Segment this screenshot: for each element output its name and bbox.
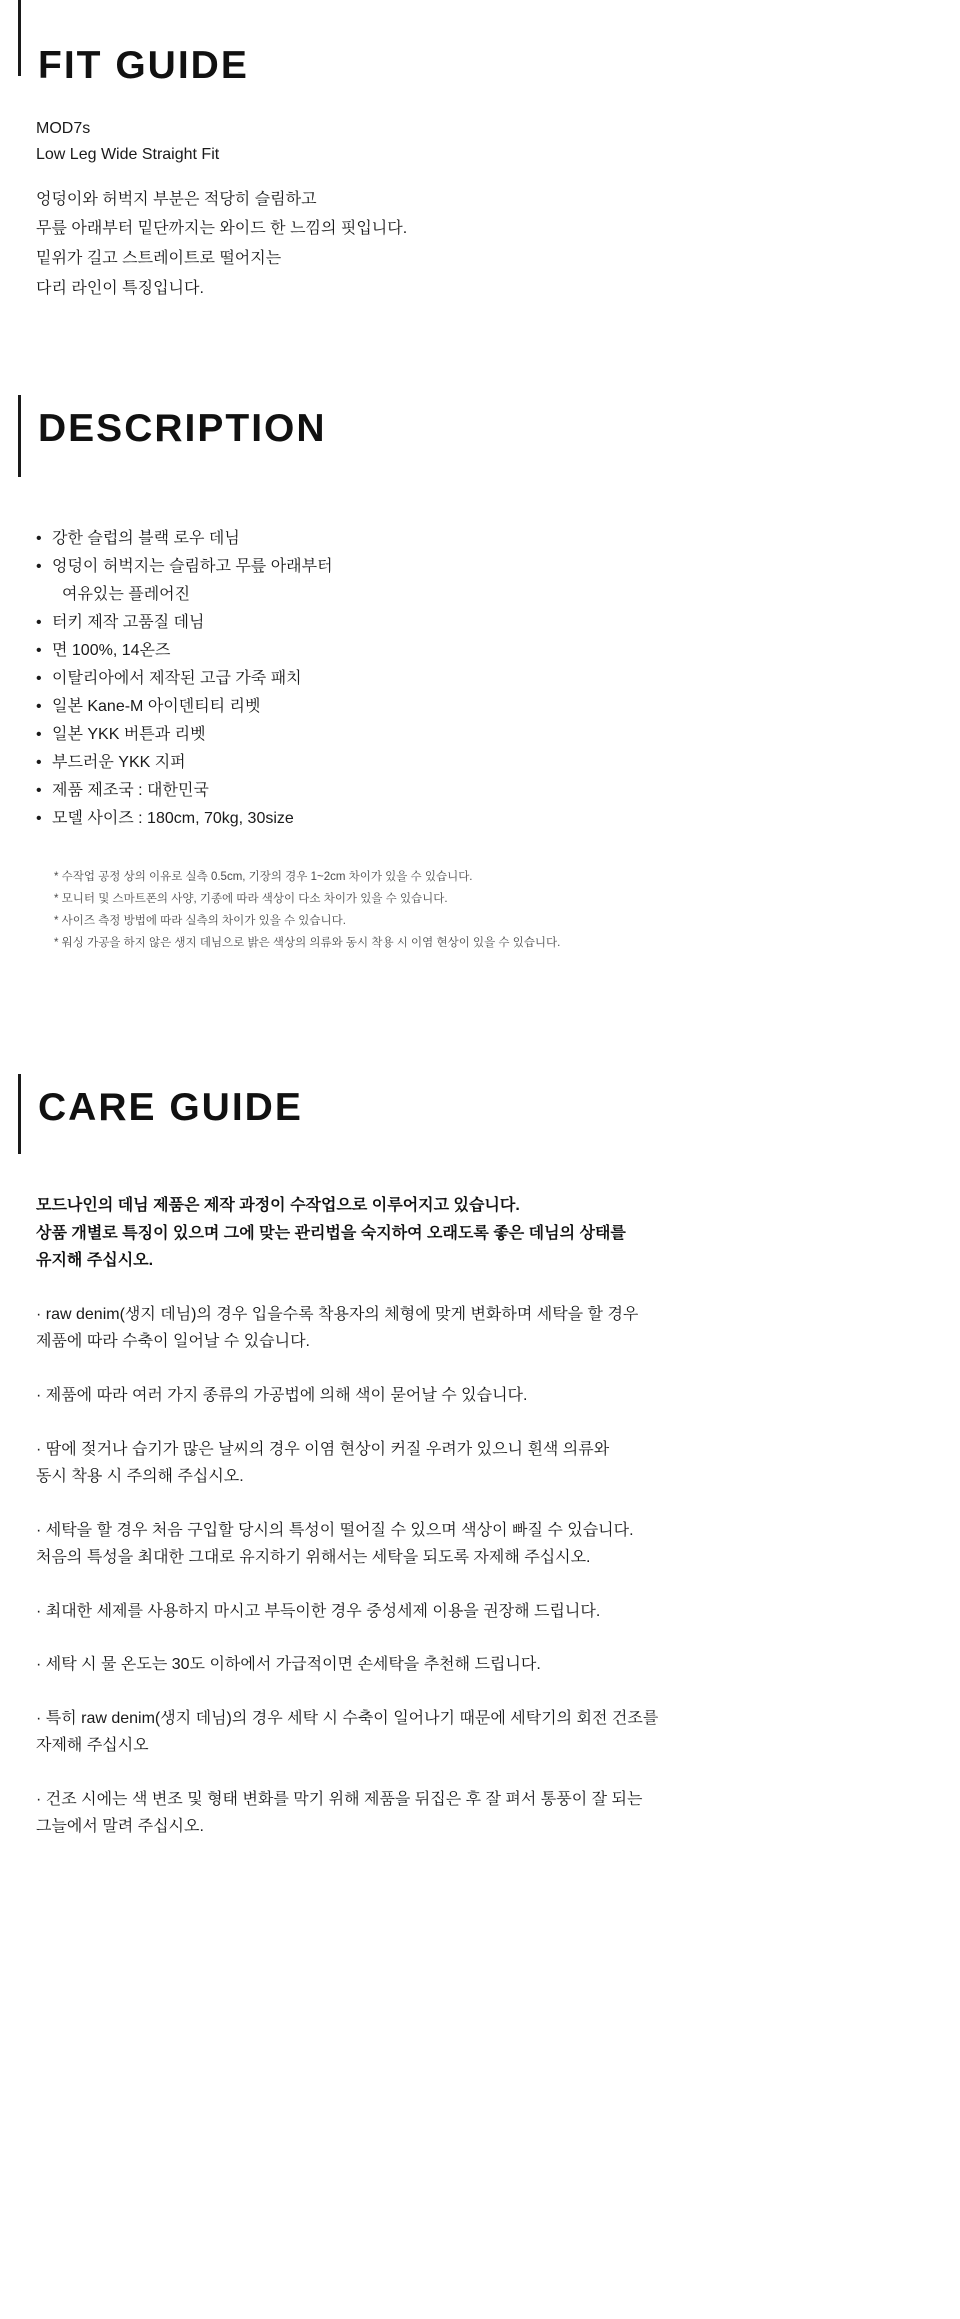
list-item	[36, 693, 920, 721]
list-item-text: 부드러운 YKK 지퍼	[52, 754, 186, 772]
care-item-line-1: · 특히 raw denim(생지 데님)의 경우 세탁 시 수축이 일어나기 때문에 세탁기의 회전 건조를	[36, 1709, 659, 1727]
care-item	[36, 1705, 890, 1760]
bullet-dot: •	[36, 558, 42, 576]
bullet-dot: •	[36, 614, 42, 632]
care-item	[36, 1301, 890, 1356]
fit-guide-body	[18, 116, 920, 303]
fit-guide-section	[0, 0, 960, 303]
list-item	[36, 805, 920, 833]
list-item-text: 일본 Kane-M 아이덴티티 리벳	[52, 698, 261, 716]
fit-description-line-4: 다리 라인이 특징입니다.	[36, 279, 204, 297]
note-line: * 수작업 공정 상의 이유로 실측 0.5cm, 기장의 경우 1~2cm 차이가 있을 수 있습니다.	[54, 871, 473, 884]
note-line: * 사이즈 측정 방법에 따라 실측의 차이가 있을 수 있습니다.	[54, 914, 346, 927]
list-item-text-cont: 여유있는 플레어진	[62, 586, 191, 604]
care-item-line-1: · 건조 시에는 색 변조 및 형태 변화를 막기 위해 제품을 뒤집은 후 잘 펴서 통풍이 잘 되는	[36, 1790, 643, 1808]
bullet-dot: •	[36, 642, 42, 660]
list-item-text: 터키 제작 고품질 데님	[52, 614, 205, 632]
care-item	[36, 1651, 890, 1679]
list-item	[36, 721, 920, 749]
list-item	[36, 525, 920, 553]
care-intro	[36, 1192, 890, 1275]
list-item	[36, 665, 920, 693]
description-section	[0, 395, 960, 952]
model-code: MOD7s	[36, 120, 91, 137]
care-item-line-2: 그늘에서 말려 주십시오.	[36, 1818, 204, 1836]
list-item	[36, 637, 920, 665]
fit-name: Low Leg Wide Straight Fit	[36, 146, 220, 164]
description-title: DESCRIPTION	[38, 407, 327, 451]
care-item	[36, 1517, 890, 1572]
care-guide-title: CARE GUIDE	[38, 1086, 303, 1130]
list-item	[36, 609, 920, 637]
bullet-dot: •	[36, 726, 42, 744]
description-body	[18, 525, 920, 952]
care-item-line-2: 자제해 주십시오	[36, 1737, 149, 1755]
list-item	[36, 553, 920, 609]
list-item	[36, 777, 920, 805]
note-line: * 모니터 및 스마트폰의 사양, 기종에 따라 색상이 다소 차이가 있을 수 있습니다.	[54, 892, 448, 905]
fit-description-line-2: 무릎 아래부터 밑단까지는 와이드 한 느낌의 핏입니다.	[36, 220, 408, 238]
care-item-line-1: · raw denim(생지 데님)의 경우 입을수록 착용자의 체형에 맞게 변화하며 세탁을 할 경우	[36, 1305, 639, 1323]
heading-rule	[18, 395, 21, 477]
description-list	[36, 525, 920, 833]
care-guide-body	[18, 1192, 920, 1840]
bottom-spacer	[0, 1841, 960, 1881]
list-item-text: 엉덩이 허벅지는 슬림하고 무릎 아래부터	[52, 558, 333, 576]
care-item	[36, 1598, 890, 1626]
care-item	[36, 1786, 890, 1841]
list-item	[36, 749, 920, 777]
care-intro-line-1: 모드나인의 데님 제품은 제작 과정이 수작업으로 이루어지고 있습니다.	[36, 1197, 520, 1215]
bullet-dot: •	[36, 782, 42, 800]
bullet-dot: •	[36, 754, 42, 772]
care-item-line-1: · 세탁 시 물 온도는 30도 이하에서 가급적이면 손세탁을 추천해 드립니다.	[36, 1656, 541, 1674]
bullet-dot: •	[36, 530, 42, 548]
section-spacer	[0, 303, 960, 395]
list-item-text: 모델 사이즈 : 180cm, 70kg, 30size	[52, 810, 294, 828]
list-item-text: 면 100%, 14온즈	[52, 642, 171, 660]
list-item-text: 강한 슬럽의 블랙 로우 데님	[52, 530, 240, 548]
care-guide-section	[0, 1074, 960, 1840]
description-heading-block	[18, 395, 920, 477]
care-item-line-2: 처음의 특성을 최대한 그대로 유지하기 위해서는 세탁을 되도록 자제해 주십시오.	[36, 1549, 591, 1567]
care-item-line-1: · 제품에 따라 여러 가지 종류의 가공법에 의해 색이 묻어날 수 있습니다.	[36, 1386, 528, 1404]
note-line: * 워싱 가공을 하지 않은 생지 데님으로 밝은 색상의 의류와 동시 착용 시 이염 현상이 있을 수 있습니다.	[54, 936, 561, 949]
bullet-dot: •	[36, 698, 42, 716]
care-guide-heading-block	[18, 1074, 920, 1154]
heading-rule	[18, 1074, 21, 1154]
care-item	[36, 1382, 890, 1410]
bullet-dot: •	[36, 670, 42, 688]
care-item	[36, 1436, 890, 1491]
list-item-text: 제품 제조국 : 대한민국	[52, 782, 209, 800]
care-item-line-1: · 최대한 세제를 사용하지 마시고 부득이한 경우 중성세제 이용을 권장해 드립니다.	[36, 1602, 601, 1620]
section-spacer	[0, 956, 960, 1074]
care-item-line-2: 동시 착용 시 주의해 주십시오.	[36, 1468, 244, 1486]
care-intro-line-3: 유지해 주십시오.	[36, 1252, 154, 1270]
fit-description-line-1: 엉덩이와 허벅지 부분은 적당히 슬림하고	[36, 190, 317, 208]
fit-guide-heading-block	[18, 0, 920, 87]
care-intro-line-2: 상품 개별로 특징이 있으며 그에 맞는 관리법을 숙지하여 오래도록 좋은 데님의 상태를	[36, 1224, 626, 1242]
care-item-line-1: · 세탁을 할 경우 처음 구입할 당시의 특성이 떨어질 수 있으며 색상이 빠질 수 있습니다.	[36, 1521, 634, 1539]
care-item-line-1: · 땀에 젖거나 습기가 많은 날씨의 경우 이염 현상이 커질 우려가 있으니 흰색 의류와	[36, 1440, 610, 1458]
fit-guide-title: FIT GUIDE	[38, 44, 249, 87]
description-notes	[36, 869, 920, 952]
list-item-text: 이탈리아에서 제작된 고급 가죽 패치	[52, 670, 302, 688]
care-item-line-2: 제품에 따라 수축이 일어날 수 있습니다.	[36, 1333, 310, 1351]
bullet-dot: •	[36, 810, 42, 828]
fit-description-line-3: 밑위가 길고 스트레이트로 떨어지는	[36, 249, 282, 267]
list-item-text: 일본 YKK 버튼과 리벳	[52, 726, 206, 744]
heading-rule	[18, 0, 21, 76]
